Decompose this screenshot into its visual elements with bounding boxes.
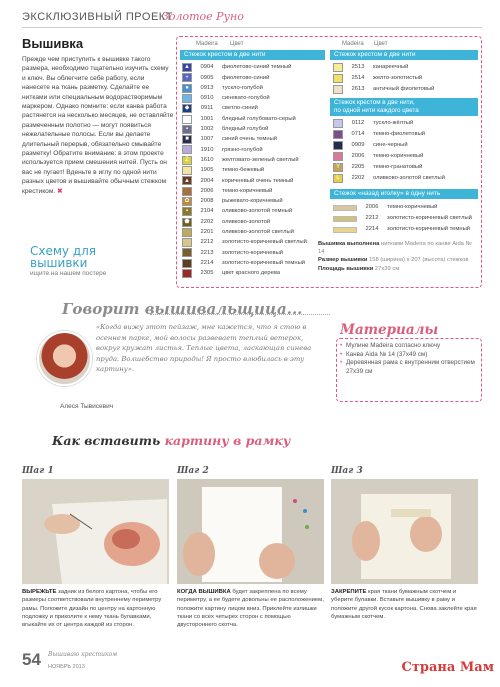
color-name: синий очень темный <box>222 136 278 143</box>
symbol-swatch <box>182 187 192 196</box>
cross-icon: ✖ <box>57 187 63 195</box>
symbol-swatch <box>182 269 192 278</box>
madeira-code: 2514 <box>351 75 365 82</box>
watermark-logo: Страна Мам <box>401 660 494 675</box>
page-header <box>22 11 482 25</box>
madeira-code: 2201 <box>200 229 214 236</box>
step-2-photo <box>177 479 324 584</box>
symbol-swatch <box>333 152 343 161</box>
key-row <box>333 73 478 84</box>
symbol-swatch <box>182 238 192 247</box>
madeira-code: 1007 <box>200 136 214 143</box>
color-name: желто-золотистый <box>373 75 423 82</box>
symbol-swatch: ● <box>182 84 192 93</box>
symbol-swatch: Z <box>182 156 192 165</box>
brand-logo: Золотое Руно <box>162 10 244 23</box>
key-bar-cross-stitch-left: Стежок крестом в две нити <box>180 50 325 60</box>
color-name: темно-гранатовый <box>373 164 423 171</box>
key-row <box>333 62 478 73</box>
symbol-swatch: ▲ <box>182 176 192 185</box>
color-name: грязно-голубой <box>222 146 263 153</box>
issue-date: НОЯБРЬ 2013 <box>48 664 85 670</box>
symbol-swatch: + <box>182 73 192 82</box>
symbol-swatch <box>182 94 192 103</box>
symbol-swatch <box>333 63 343 72</box>
madeira-code: 2202 <box>200 218 214 225</box>
quote-author: Алеся Тывисевич <box>60 403 114 410</box>
madeira-code: 2212 <box>200 239 214 246</box>
step-1-photo <box>22 479 169 584</box>
key-row <box>333 84 478 95</box>
scheme-title-1: Схему для <box>30 244 97 258</box>
madeira-code: 1002 <box>200 126 214 133</box>
list-item: • Канва Aida № 14 (37х49 см) <box>340 351 480 360</box>
quote-text: «Когда вижу этот пейзаж, мне кажется, что я стою в осеннем парке, мой волосы развевает теплый ветерок, вокруг кружат листья. Теплые цвета, ласкающая синева пруда. Волшебство природы! Я просто влюбилась в эту картину». <box>96 323 312 373</box>
color-name: фиолетово-синий <box>222 74 270 81</box>
magazine-logo: Вышиваю крестиком <box>48 651 118 658</box>
step-1 <box>22 466 169 629</box>
scheme-subtitle: ищите на нашем постере <box>30 270 107 277</box>
madeira-code: 1001 <box>200 115 214 122</box>
step-label: Шаг 1 <box>22 466 54 476</box>
backstitch-swatch <box>333 216 357 222</box>
madeira-code: 2104 <box>200 208 214 215</box>
madeira-code: 1910 <box>200 146 214 153</box>
symbol-swatch <box>182 248 192 257</box>
madeira-code: 2004 <box>200 177 214 184</box>
madeira-code: 2214 <box>365 226 379 233</box>
step-label: Шаг 2 <box>177 466 209 476</box>
color-name: оливково-золотой <box>222 218 271 225</box>
key-row <box>333 162 478 173</box>
madeira-code: 2006 <box>365 204 379 211</box>
madeira-code: 0112 <box>351 120 365 127</box>
color-name: темно-коричневый <box>373 153 424 160</box>
color-name: темно-фиолетовый <box>373 131 425 138</box>
key-bar-backstitch: Стежок «назад иголку» в одну нить <box>330 189 478 199</box>
color-name: сине-черный <box>373 142 408 149</box>
step-text: ВЫРЕЖЬТЕ задник из белого картона, чтобы его размеры соответствовали внутреннему периметру рамы. Положите дизайн по центру на картонную подложку и приколите к нему ткань булавками, вгыкайте их от центра каждой из сторон. <box>22 589 162 629</box>
color-name: темно-коричневый <box>222 187 273 194</box>
color-name: синевато-голубой <box>222 95 270 102</box>
symbol-swatch <box>333 130 343 139</box>
key-row <box>333 118 478 129</box>
backstitch-row <box>333 224 478 235</box>
madeira-code: 2213 <box>200 249 214 256</box>
symbol-swatch: L <box>333 174 343 183</box>
symbol-swatch: ▲ <box>182 63 192 72</box>
step-2 <box>177 466 324 629</box>
color-name: канареечный <box>373 64 409 71</box>
scheme-callout <box>30 245 170 277</box>
madeira-code: 2006 <box>200 187 214 194</box>
color-name: фиолетово-синий темный <box>222 64 292 71</box>
color-name: бледный голубовато-серый <box>222 115 296 122</box>
color-name: золотисто-коричневый светлый <box>387 215 472 222</box>
symbol-swatch <box>333 74 343 83</box>
list-item: • Мулине Madeira согласно ключу <box>340 342 480 351</box>
key-bar-cross-stitch-right: Стежок крестом в две нити <box>330 50 478 60</box>
color-name: тускло-голубой <box>222 84 263 91</box>
symbol-swatch: ▪ <box>182 125 192 134</box>
madeira-code: 2305 <box>200 270 214 277</box>
key-head-madeira-right: Madeira <box>342 41 364 47</box>
color-name: золотисто-коричневый <box>222 249 283 256</box>
madeira-code: 2212 <box>365 215 379 222</box>
step-3 <box>331 466 478 621</box>
color-name: золотисто-коричневый темный <box>222 259 306 266</box>
intro-section <box>22 36 174 196</box>
key-head-madeira-left: Madeira <box>196 41 218 47</box>
madeira-code: 0913 <box>200 84 214 91</box>
key-bar-blend: Стежок крестом в две нити, по одной нити каждого цвета <box>330 98 478 116</box>
color-name: бледный голубой <box>222 126 269 133</box>
key-row <box>333 129 478 140</box>
madeira-code: 2613 <box>351 86 365 93</box>
madeira-code: 0911 <box>200 105 214 112</box>
page-number: 54 <box>22 650 41 669</box>
intro-title: Вышивка <box>22 36 84 51</box>
color-name: светло-синий <box>222 105 258 112</box>
intro-text: Прежде чем приступить к вышивке такого размера, необходимо тщательно изучить схему и ключ. Вы облегчите себе работу, если нанесете на ткань разметку. Сделайте ее нитками или специальным водорастворимым маркером. Однако помните: если канва работа растянется на несколько месяцев, не оставляйте размеченным полотно — могут появиться нежелательные полосы. Если вы делаете длительный перерыв, обязательно смывайте разметку! Обратите внимание: в этом проекте используется прием смешения нитей. Пусть он вас не пугает! Вденьте в иглу по одной нити разных цветов и вышивайте обычным стежком крестиком. ✖ <box>22 56 174 195</box>
madeira-code: 2006 <box>351 153 365 160</box>
color-name: оливково-золотой светлый <box>222 229 294 236</box>
madeira-code: 0905 <box>200 74 214 81</box>
symbol-swatch <box>182 166 192 175</box>
materials-title: Материалы <box>340 322 439 338</box>
color-name: темно-бежевый <box>222 167 265 174</box>
madeira-code: 0714 <box>351 131 365 138</box>
backstitch-swatch <box>333 227 357 233</box>
color-name: золотисто-коричневый светлый <box>222 239 307 246</box>
page-footer <box>22 650 118 670</box>
color-name: античный фиолетовый <box>373 86 435 93</box>
madeira-code: 2202 <box>351 175 365 182</box>
symbol-swatch <box>182 228 192 237</box>
key-head-color-right: Цвет <box>374 41 388 47</box>
key-head-color-left: Цвет <box>230 41 244 47</box>
symbol-swatch: ◆ <box>182 104 192 113</box>
backstitch-swatch <box>333 205 357 211</box>
color-name: оливково-золотой светлый <box>373 175 445 182</box>
step-text: КОГДА ВЫШИВКА будет закреплена по всему периметру, а ее будете довольны ее расположением, положите картину лицом вниз. Приклейте излишки ткани со всех четырех сторон с помощью двустороннего скотча. <box>177 589 324 629</box>
quote-title: Говорит вышивальщица... <box>62 300 303 318</box>
madeira-code: 0910 <box>200 95 214 102</box>
symbol-swatch <box>333 85 343 94</box>
step-label: Шаг 3 <box>331 466 363 476</box>
madeira-code: 0909 <box>351 142 365 149</box>
key-row <box>333 173 478 184</box>
symbol-swatch: ■ <box>182 135 192 144</box>
author-avatar <box>37 331 92 386</box>
symbol-swatch <box>333 141 343 150</box>
symbol-swatch: ⬟ <box>182 218 192 227</box>
symbol-swatch <box>182 259 192 268</box>
symbol-swatch <box>182 145 192 154</box>
color-name: оливково-золотой темный <box>222 208 293 215</box>
scheme-title-2: вышивки <box>30 256 88 270</box>
madeira-code: 2205 <box>351 164 365 171</box>
madeira-code: 1610 <box>200 156 214 163</box>
madeira-code: 0904 <box>200 64 214 71</box>
symbol-swatch <box>333 119 343 128</box>
color-name: темно-коричневый <box>387 204 438 211</box>
color-name: цвет красного дерева <box>222 270 281 277</box>
embroidery-specs: Вышивка выполнена нитками Madeira по канве Aida № 14 Размер вышивки 158 (ширина) х 207 (высота) стежков Площадь вышивки 27х39 см <box>318 241 472 272</box>
key-row <box>333 151 478 162</box>
symbol-swatch <box>182 115 192 124</box>
header-rule <box>22 27 482 28</box>
how-to-title: Как вставить картину в рамку <box>52 433 291 448</box>
color-name: желтовато-зеленый светлый <box>222 156 299 163</box>
step-text: ЗАКРЕПИТЕ края ткани бумажным скотчем и уберите булавки. Вставьте вышивку в раму и положите другой кусок картона. Снова заклейте края бумажным скотчем. <box>331 589 477 620</box>
quote-rule <box>150 314 330 315</box>
madeira-code: 2008 <box>200 198 214 205</box>
color-name: коричневый очень темный <box>222 177 294 184</box>
backstitch-row <box>333 213 478 224</box>
step-3-photo <box>331 479 478 584</box>
madeira-code: 1905 <box>200 167 214 174</box>
materials-list <box>340 342 480 376</box>
color-name: рыжевато-коричневый <box>222 198 283 205</box>
list-item: • Деревянная рама с внутренним отверстием 27х39 см <box>340 359 480 376</box>
key-row <box>333 140 478 151</box>
symbol-swatch: Y <box>333 163 343 172</box>
symbol-swatch: ▪ <box>182 207 192 216</box>
madeira-code: 2214 <box>200 259 214 266</box>
madeira-code: 2513 <box>351 64 365 71</box>
project-label: ЭКСКЛЮЗИВНЫЙ ПРОЕКТ <box>22 11 173 23</box>
key-row <box>182 268 322 279</box>
color-name: тускло-жёлтый <box>373 120 414 127</box>
backstitch-row <box>333 202 478 213</box>
color-name: золотисто-коричневый темный <box>387 226 471 233</box>
symbol-swatch: ✿ <box>182 197 192 206</box>
